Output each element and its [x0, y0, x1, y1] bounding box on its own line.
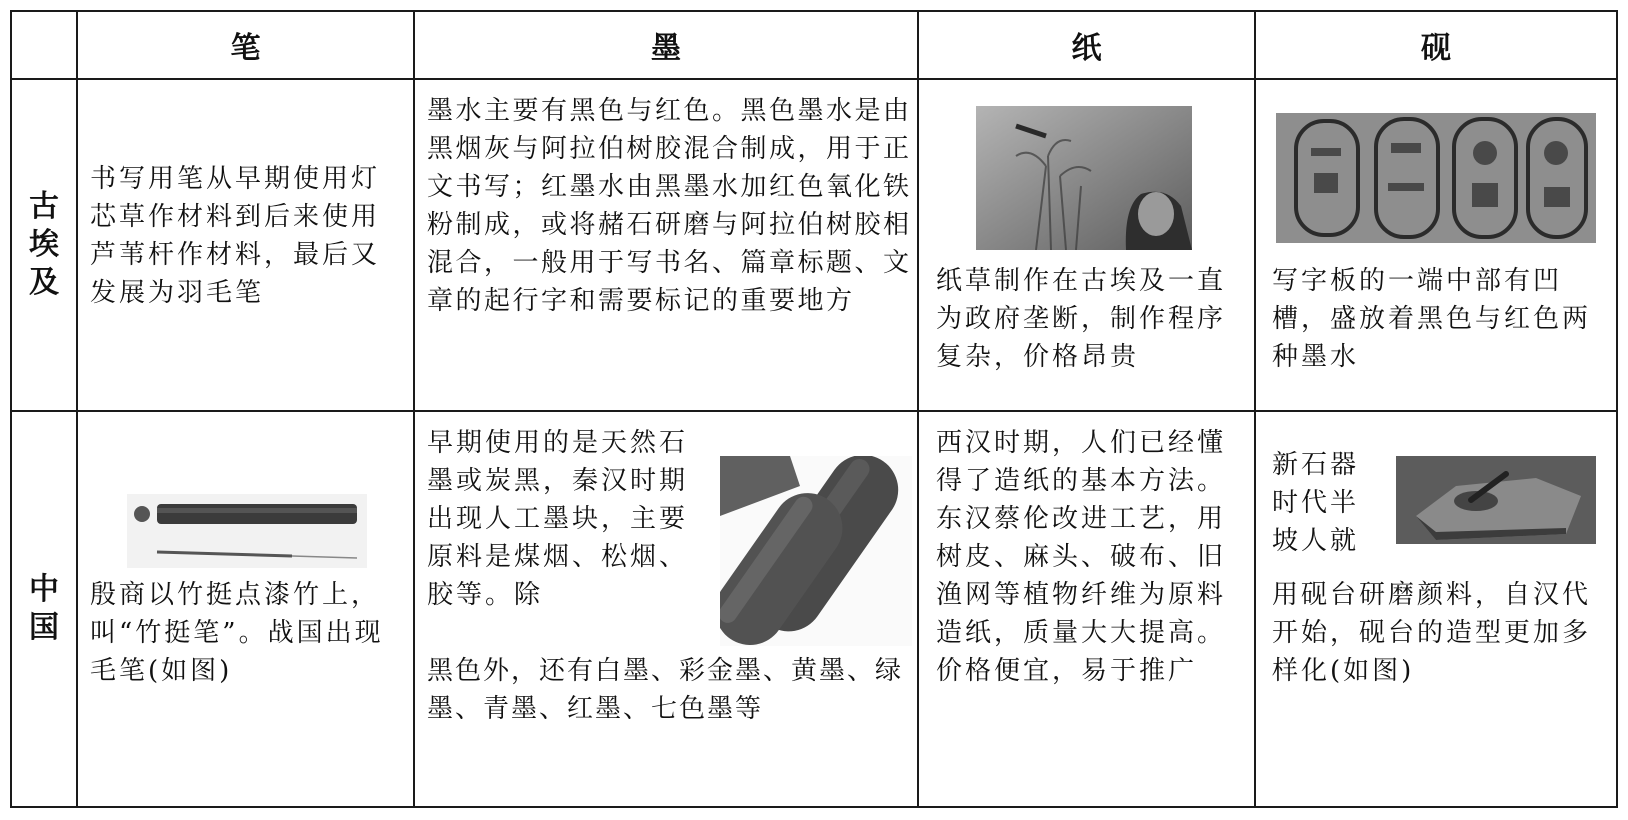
egypt-paper-cell	[936, 262, 1254, 376]
column-divider	[413, 10, 415, 808]
china-ink-text-top: 早期使用的是天然石墨或炭黑，秦汉时期出现人工墨块，主要原料是煤烟、松烟、胶等。除	[427, 428, 689, 610]
egypt-ink-text: 墨水主要有黑色与红色。黑色墨水是由黑烟灰与阿拉伯树胶混合制成，用于正文书写；红墨水由黑墨水加红色氧化铁粉制成，或将赭石研磨与阿拉伯树胶相混合，一般用于写书名、篇章标题、文章的起行字和需要标记的重要地方	[427, 96, 912, 316]
header-pen: 笔	[230, 31, 261, 66]
history-comparison-table	[10, 10, 1618, 808]
column-divider	[917, 10, 919, 808]
inkstone-photo	[1396, 456, 1596, 544]
china-paper-text: 西汉时期，人们已经懂得了造纸的基本方法。东汉蔡伦改进工艺，用树皮、麻头、破布、旧渔网等植物纤维为原料造纸，质量大大提高。价格便宜，易于推广	[936, 428, 1227, 686]
bamboo-brush-photo	[127, 494, 367, 568]
china-inkstone-top-cell	[1272, 446, 1387, 560]
row-label-china	[12, 412, 76, 806]
header-ink: 墨	[651, 31, 681, 66]
egypt-pen-cell	[90, 160, 408, 312]
cartouche-palette-photo	[1276, 113, 1596, 243]
china-ink-bottom-text-cell	[427, 652, 917, 728]
china-ink-top-cell	[427, 424, 705, 614]
table-border-bottom	[10, 806, 1618, 808]
china-pen-cell	[90, 576, 412, 690]
china-inkstone-bottom-cell	[1272, 576, 1618, 690]
egypt-inkstone-text: 写字板的一端中部有凹槽，盛放着黑色与红色两种墨水	[1272, 266, 1592, 372]
column-divider	[1254, 10, 1256, 808]
china-pen-text: 殷商以竹挺点漆竹上，叫“竹挺笔”。战国出现毛笔(如图)	[90, 580, 384, 686]
header-inkstone: 砚	[1421, 31, 1451, 66]
header-paper: 纸	[1071, 31, 1102, 66]
row-label-text: 中国	[29, 572, 59, 645]
china-inkstone-text-top: 新石器时代半坡人就	[1272, 450, 1360, 556]
column-divider	[76, 10, 78, 808]
egypt-inkstone-cell	[1272, 262, 1618, 376]
china-inkstone-text-bottom: 用砚台研磨颜料，自汉代开始，砚台的造型更加多样化(如图)	[1272, 580, 1592, 686]
header-divider	[10, 78, 1618, 80]
china-ink-text-bottom: 黑色外，还有白墨、彩金墨、黄墨、绿墨、青墨、红墨、七色墨等	[427, 656, 904, 724]
egypt-pen-text: 书写用笔从早期使用灯芯草作材料到后来使用芦苇杆作材料，最后又发展为羽毛笔	[90, 164, 381, 308]
papyrus-relief-photo	[976, 106, 1192, 250]
row-label-text: 古埃及	[29, 189, 59, 300]
egypt-paper-text: 纸草制作在古埃及一直为政府垄断，制作程序复杂，价格昂贵	[936, 266, 1227, 372]
row-label-egypt	[12, 80, 76, 410]
ink-stick-photo	[720, 456, 912, 646]
china-paper-cell	[936, 424, 1254, 690]
egypt-ink-cell	[427, 92, 913, 320]
row-divider	[10, 410, 1618, 412]
